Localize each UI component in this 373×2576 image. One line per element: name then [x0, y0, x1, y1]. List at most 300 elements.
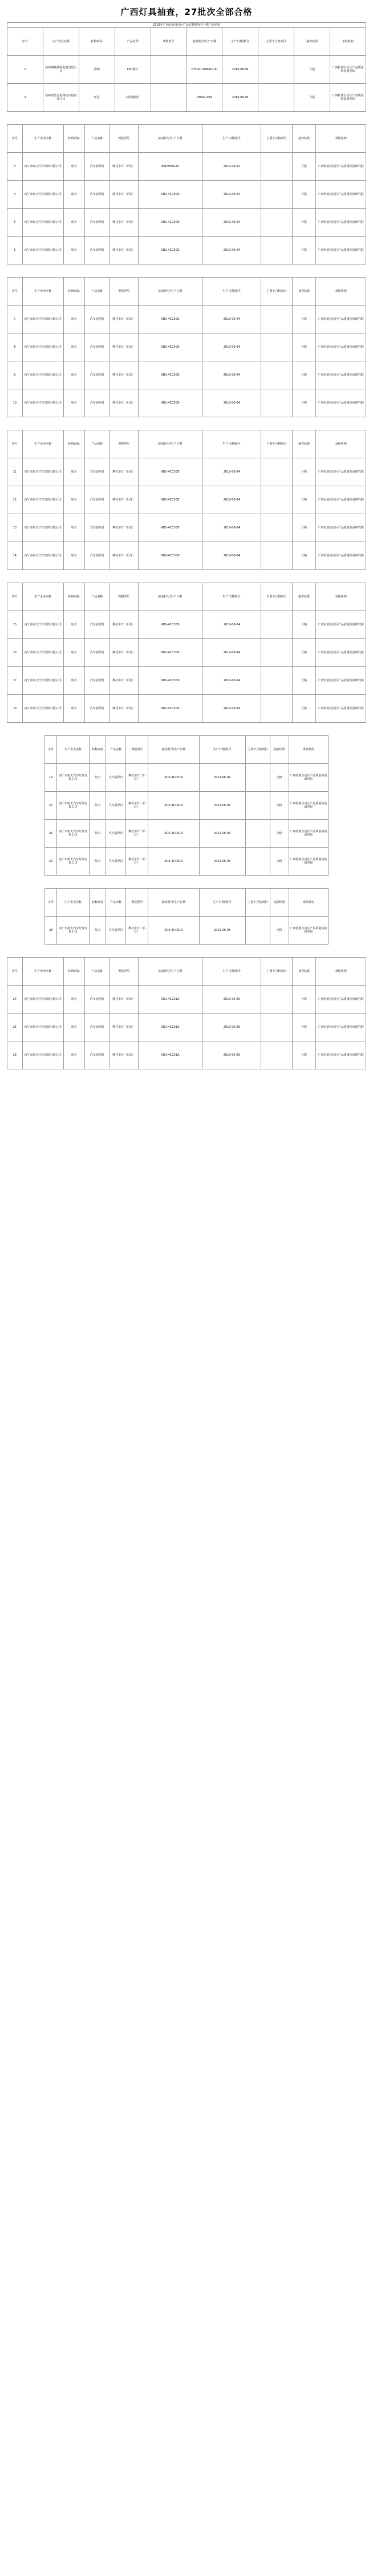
- column-header: 序号: [7, 958, 23, 986]
- column-header: 序号: [45, 889, 57, 917]
- cell-item: [261, 514, 293, 542]
- cell-idx: 20: [45, 792, 57, 820]
- inspection-table: [7, 430, 366, 570]
- cell-item: [258, 56, 294, 84]
- table-header-row: [7, 28, 366, 56]
- table-header-row: [7, 958, 366, 986]
- column-header: 生产企业名称: [43, 28, 79, 56]
- column-header: 抽查批号/生产日期: [186, 28, 222, 56]
- table-row: [7, 986, 366, 1014]
- cell-spec: 摩托车灯（后灯）: [126, 917, 148, 945]
- cell-lot: XD1-4CC50D: [138, 611, 202, 639]
- cell-idx: 15: [7, 611, 23, 639]
- column-header: 产品名称: [84, 125, 110, 153]
- cell-prod: 汽车前照灯: [106, 820, 126, 848]
- cell-org: 广西壮族自治区产品质量检验研究院: [316, 667, 366, 695]
- cell-date: 2019-06-05: [202, 986, 261, 1014]
- cell-prod: 汽车前照灯: [84, 542, 110, 570]
- cell-idx: 22: [45, 848, 57, 876]
- cell-item: [261, 639, 293, 667]
- cell-firm: 南宁市航天汽车灯饰有限公司: [57, 917, 90, 945]
- table-header-row: [7, 278, 366, 306]
- table-block: [0, 430, 373, 575]
- cell-spec: 摩托车灯（后灯）: [110, 181, 138, 209]
- inspection-table: [7, 957, 366, 1069]
- cell-date: 2019-06-04: [202, 389, 261, 417]
- table-header-row: [7, 125, 366, 153]
- column-header: 抽查结果: [292, 430, 316, 458]
- cell-mark: 航天: [63, 361, 84, 389]
- cell-date: 2019-06-04: [202, 361, 261, 389]
- cell-firm: 南宁市航天汽车灯饰有限公司: [22, 458, 63, 486]
- cell-item: [245, 848, 270, 876]
- column-header: 生产企业名称: [22, 278, 63, 306]
- table-block: [0, 124, 373, 269]
- cell-lot: PT5L87-06640100: [186, 56, 222, 84]
- cell-date: 2019-06-04: [202, 542, 261, 570]
- column-header: 标称商标: [63, 958, 84, 986]
- cell-mark: 航天: [63, 695, 84, 723]
- cell-spec: 摩托车灯（后灯）: [110, 611, 138, 639]
- cell-firm: 南宁市航天汽车灯饰有限公司: [57, 792, 90, 820]
- cell-org: 广西壮族自治区产品质量检验研究院: [330, 56, 366, 84]
- cell-idx: 21: [45, 820, 57, 848]
- column-header: 抽查结果: [270, 889, 289, 917]
- column-header: 序号: [7, 278, 23, 306]
- column-header: 序号: [45, 736, 57, 764]
- column-header: 主要不合格项目: [261, 958, 293, 986]
- table-row: [7, 695, 366, 723]
- cell-date: 2019-06-04: [199, 820, 245, 848]
- column-header: 生产日期/批号: [202, 958, 261, 986]
- cell-org: 广西壮族自治区产品质量检验研究院: [316, 389, 366, 417]
- cell-spec: 摩托车灯（后灯）: [110, 333, 138, 361]
- cell-firm: 南宁市航天汽车灯饰有限公司: [22, 361, 63, 389]
- cell-firm: 南宁市航天汽车灯饰有限公司: [22, 639, 63, 667]
- table-row: [7, 486, 366, 514]
- cell-prod: 汽车前照灯: [84, 486, 110, 514]
- inspection-table: [44, 888, 329, 945]
- cell-lot: XD1-4CC51A: [148, 917, 199, 945]
- cell-res: 合格: [270, 917, 289, 945]
- cell-idx: 26: [7, 1041, 23, 1069]
- cell-idx: 19: [45, 764, 57, 792]
- table-row: [45, 917, 329, 945]
- block-spacer: [0, 949, 373, 957]
- cell-mark: 航天: [63, 667, 84, 695]
- cell-item: [261, 486, 293, 514]
- cell-item: [245, 917, 270, 945]
- cell-item: [261, 389, 293, 417]
- cell-item: [261, 209, 293, 237]
- cell-item: [261, 306, 293, 333]
- table-row: [7, 458, 366, 486]
- cell-org: 广西壮族自治区产品质量检验研究院: [316, 209, 366, 237]
- cell-lot: 93042-039: [186, 84, 222, 112]
- column-header: 抽查结果: [292, 583, 316, 611]
- cell-spec: 摩托车灯（后灯）: [110, 542, 138, 570]
- cell-mark: 照明: [79, 56, 115, 84]
- inspection-table: [7, 124, 366, 264]
- column-header: 承检机构: [316, 430, 366, 458]
- table-row: [7, 1014, 366, 1041]
- cell-prod: 汽车前照灯: [84, 306, 110, 333]
- cell-prod: 汽车前照灯: [84, 986, 110, 1014]
- cell-prod: 汽车前照灯: [106, 792, 126, 820]
- column-header: 规格型号: [126, 736, 148, 764]
- column-header: 主要不合格项目: [261, 430, 293, 458]
- cell-date: 2019-06-02: [202, 153, 261, 181]
- cell-spec: [151, 84, 186, 112]
- cell-prod: 汽车前照灯: [84, 361, 110, 389]
- cell-idx: 8: [7, 333, 23, 361]
- cell-mark: 航天: [63, 611, 84, 639]
- cell-prod: 汽车前照灯: [84, 1041, 110, 1069]
- cell-lot: XD1-4CC50D: [138, 333, 202, 361]
- cell-item: [261, 237, 293, 264]
- cell-item: [261, 986, 293, 1014]
- inspection-table: [44, 735, 329, 876]
- column-header: 序号: [7, 430, 23, 458]
- cell-item: [261, 611, 293, 639]
- cell-spec: 摩托车灯（后灯）: [110, 361, 138, 389]
- cell-prod: 汽车前照灯: [84, 639, 110, 667]
- column-header: 抽查结果: [270, 736, 289, 764]
- block-spacer: [0, 422, 373, 430]
- column-header: 产品名称: [84, 278, 110, 306]
- cell-org: 广西壮族自治区产品质量检验研究院: [289, 792, 328, 820]
- cell-spec: 摩托车灯（后灯）: [110, 1041, 138, 1069]
- column-header: 生产企业名称: [22, 583, 63, 611]
- cell-date: 2019-06-04: [202, 514, 261, 542]
- cell-prod: 汽车前照灯: [84, 611, 110, 639]
- cell-spec: 摩托车灯（后灯）: [110, 306, 138, 333]
- cell-res: 合格: [270, 848, 289, 876]
- cell-date: 2019-06-04: [222, 84, 258, 112]
- cell-spec: 摩托车灯（后灯）: [110, 153, 138, 181]
- cell-lot: XD1-4CC51A: [148, 848, 199, 876]
- column-header: 规格型号: [110, 583, 138, 611]
- cell-res: 合格: [292, 361, 316, 389]
- column-header: 抽查结果: [292, 125, 316, 153]
- cell-spec: 摩托车灯（后灯）: [126, 848, 148, 876]
- table-row: [7, 181, 366, 209]
- cell-spec: 摩托车灯（后灯）: [110, 514, 138, 542]
- cell-item: [261, 542, 293, 570]
- table-row: [7, 611, 366, 639]
- column-header: 规格型号: [110, 278, 138, 306]
- cell-item: [258, 84, 294, 112]
- cell-firm: 南宁市航天汽车灯饰有限公司: [57, 848, 90, 876]
- cell-org: 广西壮族自治区产品质量检验研究院: [316, 153, 366, 181]
- cell-spec: 摩托车灯（后灯）: [110, 237, 138, 264]
- cell-res: 合格: [292, 389, 316, 417]
- cell-res: 合格: [270, 792, 289, 820]
- cell-mark: 航天: [90, 764, 106, 792]
- cell-prod: 汽车前照灯: [84, 153, 110, 181]
- cell-org: 广西壮族自治区产品质量检验研究院: [289, 820, 328, 848]
- cell-res: 合格: [292, 514, 316, 542]
- column-header: 抽查批号/生产日期: [138, 958, 202, 986]
- cell-mark: 航天: [63, 209, 84, 237]
- table-header-row: [45, 889, 329, 917]
- column-header: 抽查批号/生产日期: [148, 736, 199, 764]
- cell-firm: 南宁市航天汽车灯饰有限公司: [22, 389, 63, 417]
- cell-date: 2019-06-04: [202, 667, 261, 695]
- cell-date: 2019-06-04: [199, 792, 245, 820]
- cell-date: 2019-06-05: [199, 917, 245, 945]
- column-header: 标称商标: [63, 125, 84, 153]
- cell-prod: 汽车前照灯: [106, 848, 126, 876]
- cell-mark: 航天: [63, 542, 84, 570]
- cell-mark: 恒达: [79, 84, 115, 112]
- cell-res: 合格: [292, 333, 316, 361]
- cell-spec: 摩托车灯（后灯）: [110, 486, 138, 514]
- cell-mark: 航天: [63, 458, 84, 486]
- cell-idx: 6: [7, 237, 23, 264]
- cell-spec: 摩托车灯（后灯）: [110, 389, 138, 417]
- table-block: [0, 957, 373, 1074]
- table-row: [7, 639, 366, 667]
- column-header: 标称商标: [63, 278, 84, 306]
- table-row: [7, 84, 366, 112]
- cell-org: 广西壮族自治区产品质量检验研究院: [316, 237, 366, 264]
- cell-firm: 南宁市航天汽车灯饰有限公司: [22, 237, 63, 264]
- cell-date: 2019-06-04: [202, 486, 261, 514]
- cell-prod: LED路灯: [115, 56, 151, 84]
- cell-date: 2019-06-04: [202, 695, 261, 723]
- inspection-table: [7, 22, 366, 112]
- cell-firm: 桂林恒达光电科技有限责任公司: [43, 84, 79, 112]
- cell-res: 合格: [292, 1041, 316, 1069]
- cell-spec: [151, 56, 186, 84]
- cell-mark: 航天: [63, 389, 84, 417]
- column-header: 主要不合格项目: [245, 736, 270, 764]
- column-header: 生产日期/批号: [222, 28, 258, 56]
- cell-mark: 航天: [90, 917, 106, 945]
- cell-item: [261, 181, 293, 209]
- cell-idx: 11: [7, 458, 23, 486]
- cell-item: [245, 820, 270, 848]
- cell-org: 广西壮族自治区产品质量检验研究院: [316, 695, 366, 723]
- cell-mark: 航天: [63, 986, 84, 1014]
- column-header: 生产企业名称: [22, 430, 63, 458]
- column-header: 序号: [7, 125, 23, 153]
- table-block: [0, 583, 373, 727]
- column-header: 序号: [7, 28, 43, 56]
- cell-idx: 13: [7, 514, 23, 542]
- block-spacer: [0, 575, 373, 583]
- cell-spec: 摩托车灯（后灯）: [110, 458, 138, 486]
- cell-prod: 汽车前照灯: [84, 1014, 110, 1041]
- table-header-row: [7, 583, 366, 611]
- cell-res: 合格: [292, 667, 316, 695]
- cell-item: [261, 153, 293, 181]
- cell-org: 广西壮族自治区产品质量检验研究院: [316, 611, 366, 639]
- cell-lot: XD1-4CC51A: [148, 792, 199, 820]
- cell-firm: 南宁市航天汽车灯饰有限公司: [22, 1014, 63, 1041]
- cell-mark: 航天: [63, 181, 84, 209]
- cell-org: 广西壮族自治区产品质量检验研究院: [316, 458, 366, 486]
- cell-item: [261, 667, 293, 695]
- column-header: 产品名称: [106, 889, 126, 917]
- cell-date: 2019-06-04: [202, 639, 261, 667]
- cell-lot: XD1-4CC50D: [138, 514, 202, 542]
- cell-date: 2019-06-04: [202, 209, 261, 237]
- cell-lot: XD1-4CC50D: [138, 667, 202, 695]
- cell-firm: 桂林博威照明电器有限公司: [43, 56, 79, 84]
- column-header: 主要不合格项目: [258, 28, 294, 56]
- table-row: [7, 333, 366, 361]
- cell-res: 合格: [294, 84, 330, 112]
- cell-date: 2019-06-04: [202, 181, 261, 209]
- cell-idx: 9: [7, 361, 23, 389]
- column-header: 标称商标: [90, 736, 106, 764]
- column-header: 抽查结果: [292, 278, 316, 306]
- cell-lot: XD1-4CC50D: [138, 361, 202, 389]
- tables-container: [0, 22, 373, 1082]
- block-spacer: [0, 116, 373, 124]
- cell-lot: XD1-4CC51A: [138, 986, 202, 1014]
- cell-firm: 南宁市航天汽车灯饰有限公司: [57, 764, 90, 792]
- cell-spec: 摩托车灯（后灯）: [110, 986, 138, 1014]
- column-header: 产品名称: [115, 28, 151, 56]
- page-title: 广西灯具抽查，27批次全部合格: [120, 7, 253, 17]
- column-header: 标称商标: [90, 889, 106, 917]
- column-header: 生产企业名称: [22, 958, 63, 986]
- cell-idx: 25: [7, 1014, 23, 1041]
- cell-mark: 航天: [63, 514, 84, 542]
- cell-res: 合格: [292, 986, 316, 1014]
- cell-res: 合格: [292, 306, 316, 333]
- cell-prod: 汽车前照灯: [84, 458, 110, 486]
- column-header: 承检机构: [316, 958, 366, 986]
- column-header: 生产日期/批号: [202, 125, 261, 153]
- cell-mark: 航天: [90, 848, 106, 876]
- column-header: 承检机构: [289, 889, 328, 917]
- cell-date: 2019-06-04: [202, 458, 261, 486]
- cell-firm: 南宁市航天汽车灯饰有限公司: [22, 486, 63, 514]
- cell-prod: 汽车前照灯: [84, 695, 110, 723]
- cell-idx: 17: [7, 667, 23, 695]
- cell-lot: B4D800G20: [138, 153, 202, 181]
- column-header: 主要不合格项目: [245, 889, 270, 917]
- cell-lot: XD1-4CC51A: [148, 764, 199, 792]
- cell-spec: 摩托车灯（后灯）: [126, 820, 148, 848]
- column-header: 生产日期/批号: [199, 736, 245, 764]
- table-row: [7, 209, 366, 237]
- cell-prod: 汽车前照灯: [84, 237, 110, 264]
- cell-org: 广西壮族自治区产品质量检验研究院: [289, 848, 328, 876]
- cell-idx: 4: [7, 181, 23, 209]
- cell-res: 合格: [292, 1014, 316, 1041]
- cell-res: 合格: [292, 542, 316, 570]
- column-header: 生产企业名称: [57, 736, 90, 764]
- table-row: [7, 153, 366, 181]
- cell-spec: 摩托车灯（后灯）: [110, 1014, 138, 1041]
- cell-item: [261, 1014, 293, 1041]
- table-block: [0, 735, 373, 880]
- cell-prod: 汽车前照灯: [106, 764, 126, 792]
- cell-prod: 太阳能路灯: [115, 84, 151, 112]
- cell-spec: 摩托车灯（后灯）: [126, 792, 148, 820]
- cell-lot: XD1-4CC51A: [138, 1041, 202, 1069]
- cell-res: 合格: [292, 639, 316, 667]
- cell-mark: 航天: [63, 306, 84, 333]
- cell-date: 2019-06-04: [199, 848, 245, 876]
- table-row: [45, 848, 329, 876]
- cell-org: 广西壮族自治区产品质量检验研究院: [330, 84, 366, 112]
- column-header: 规格型号: [110, 430, 138, 458]
- column-header: 产品名称: [84, 958, 110, 986]
- cell-lot: XD1-4CC50D: [138, 389, 202, 417]
- cell-lot: XD1-4CC50D: [138, 181, 202, 209]
- cell-date: 2019-06-04: [222, 56, 258, 84]
- column-header: 产品名称: [84, 583, 110, 611]
- cell-res: 合格: [292, 181, 316, 209]
- cell-item: [261, 458, 293, 486]
- cell-spec: 摩托车灯（后灯）: [110, 209, 138, 237]
- column-header: 规格型号: [126, 889, 148, 917]
- cell-res: 合格: [292, 209, 316, 237]
- cell-lot: XD1-4CC51A: [138, 1014, 202, 1041]
- table-row: [7, 1041, 366, 1069]
- cell-firm: 南宁市航天汽车灯饰有限公司: [22, 542, 63, 570]
- cell-lot: XD1-4CC50D: [138, 695, 202, 723]
- column-header: 承检机构: [330, 28, 366, 56]
- cell-org: 广西壮族自治区产品质量检验研究院: [316, 542, 366, 570]
- cell-spec: 摩托车灯（后灯）: [110, 639, 138, 667]
- cell-idx: 3: [7, 153, 23, 181]
- cell-idx: 1: [7, 56, 43, 84]
- cell-date: 2019-06-04: [199, 764, 245, 792]
- column-header: 产品名称: [106, 736, 126, 764]
- cell-prod: 汽车前照灯: [106, 917, 126, 945]
- cell-lot: XD1-4CC50D: [138, 237, 202, 264]
- cell-mark: 航天: [63, 1014, 84, 1041]
- column-header: 主要不合格项目: [261, 583, 293, 611]
- cell-idx: 10: [7, 389, 23, 417]
- cell-prod: 汽车前照灯: [84, 181, 110, 209]
- cell-res: 合格: [292, 486, 316, 514]
- cell-firm: 南宁市航天汽车灯饰有限公司: [22, 514, 63, 542]
- cell-org: 广西壮族自治区产品质量检验研究院: [316, 181, 366, 209]
- column-header: 生产企业名称: [22, 125, 63, 153]
- table-block: [0, 277, 373, 422]
- cell-idx: 5: [7, 209, 23, 237]
- cell-idx: 16: [7, 639, 23, 667]
- cell-org: 广西壮族自治区产品质量检验研究院: [316, 306, 366, 333]
- cell-res: 合格: [292, 611, 316, 639]
- cell-item: [261, 695, 293, 723]
- block-spacer: [0, 1074, 373, 1082]
- table-row: [7, 667, 366, 695]
- cell-idx: 18: [7, 695, 23, 723]
- table-header-row: [45, 736, 329, 764]
- cell-mark: 航天: [63, 639, 84, 667]
- column-header: 主要不合格项目: [261, 125, 293, 153]
- cell-org: 广西壮族自治区产品质量检验研究院: [289, 917, 328, 945]
- column-header: 产品名称: [84, 430, 110, 458]
- table-row: [7, 361, 366, 389]
- cell-idx: 14: [7, 542, 23, 570]
- column-header: 承检机构: [316, 125, 366, 153]
- cell-org: 广西壮族自治区产品质量检验研究院: [316, 1014, 366, 1041]
- cell-firm: 南宁市航天汽车灯饰有限公司: [22, 986, 63, 1014]
- column-header: 抽查批号/生产日期: [138, 583, 202, 611]
- cell-spec: 摩托车灯（后灯）: [110, 695, 138, 723]
- cell-prod: 汽车前照灯: [84, 389, 110, 417]
